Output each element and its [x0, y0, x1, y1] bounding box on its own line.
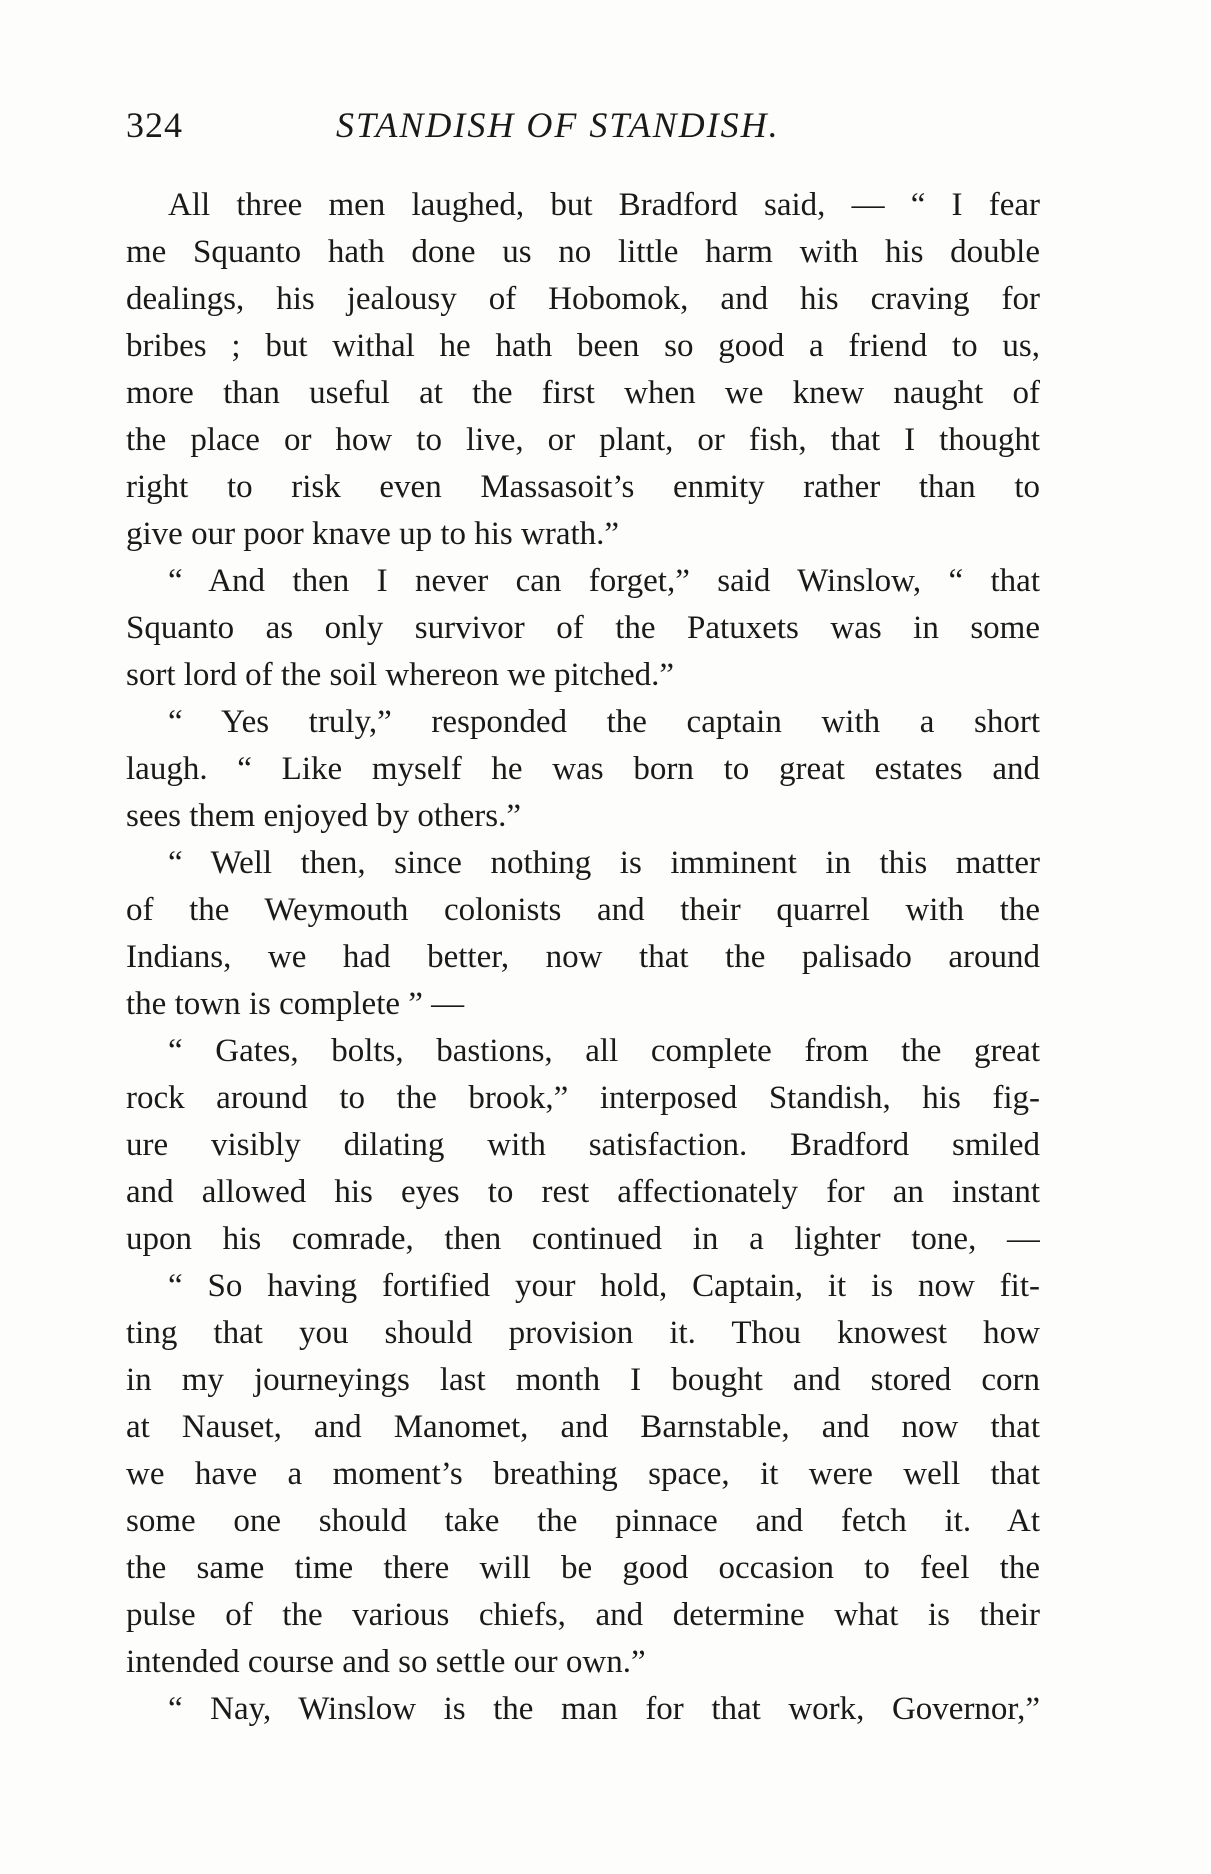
text-line: All three men laughed, but Bradford said, — “ I fear — [168, 187, 1040, 223]
text-line: some one should take the pinnace and fetch it. At — [126, 1503, 1040, 1539]
text-line: “ Nay, Winslow is the man for that work, Governor,” — [168, 1691, 1040, 1727]
text-line: dealings, his jealousy of Hobomok, and his craving for — [126, 281, 1040, 317]
text-line: sees them enjoyed by others.” — [126, 798, 521, 834]
text-line: laugh. “ Like myself he was born to great estates and — [126, 751, 1040, 787]
text-line: “ Gates, bolts, bastions, all complete from the great — [168, 1033, 1040, 1069]
text-line: rock around to the brook,” interposed Standish, his fig- — [126, 1080, 1040, 1116]
text-line: “ Well then, since nothing is imminent in this matter — [168, 845, 1040, 881]
text-line: in my journeyings last month I bought and stored corn — [126, 1362, 1040, 1398]
text-line: bribes ; but withal he hath been so good a friend to us, — [126, 328, 1040, 364]
text-line: the same time there will be good occasion to feel the — [126, 1550, 1040, 1586]
text-line: ting that you should provision it. Thou knowest how — [126, 1315, 1040, 1351]
text-line: sort lord of the soil whereon we pitched.” — [126, 657, 675, 693]
page-number: 324 — [126, 105, 183, 145]
body-text — [126, 182, 1040, 1733]
text-line: “ Yes truly,” responded the captain with a short — [168, 704, 1040, 740]
running-title: STANDISH OF STANDISH. — [336, 105, 780, 145]
text-line: the town is complete ” — — [126, 986, 465, 1022]
text-line: “ So having fortified your hold, Captain, it is now fit- — [168, 1268, 1040, 1304]
text-line: give our poor knave up to his wrath.” — [126, 516, 620, 552]
text-line: right to risk even Massasoit’s enmity rather than to — [126, 469, 1040, 505]
text-line: the place or how to live, or plant, or fish, that I thought — [126, 422, 1040, 458]
text-line: and allowed his eyes to rest affectionately for an instant — [126, 1174, 1040, 1210]
text-line: Indians, we had better, now that the palisado around — [126, 939, 1040, 975]
text-line: upon his comrade, then continued in a lighter tone, — — [126, 1221, 1040, 1257]
text-line: Squanto as only survivor of the Patuxets was in some — [126, 610, 1040, 646]
text-line: more than useful at the first when we knew naught of — [126, 375, 1040, 411]
text-line: ure visibly dilating with satisfaction. Bradford smiled — [126, 1127, 1040, 1163]
text-line: intended course and so settle our own.” — [126, 1644, 646, 1680]
text-line: me Squanto hath done us no little harm with his double — [126, 234, 1040, 270]
page-header — [126, 100, 1046, 150]
text-line: at Nauset, and Manomet, and Barnstable, and now that — [126, 1409, 1040, 1445]
text-line: “ And then I never can forget,” said Winslow, “ that — [168, 563, 1040, 599]
text-line: we have a moment’s breathing space, it were well that — [126, 1456, 1040, 1492]
text-line: of the Weymouth colonists and their quarrel with the — [126, 892, 1040, 928]
text-line: pulse of the various chiefs, and determine what is their — [126, 1597, 1040, 1633]
